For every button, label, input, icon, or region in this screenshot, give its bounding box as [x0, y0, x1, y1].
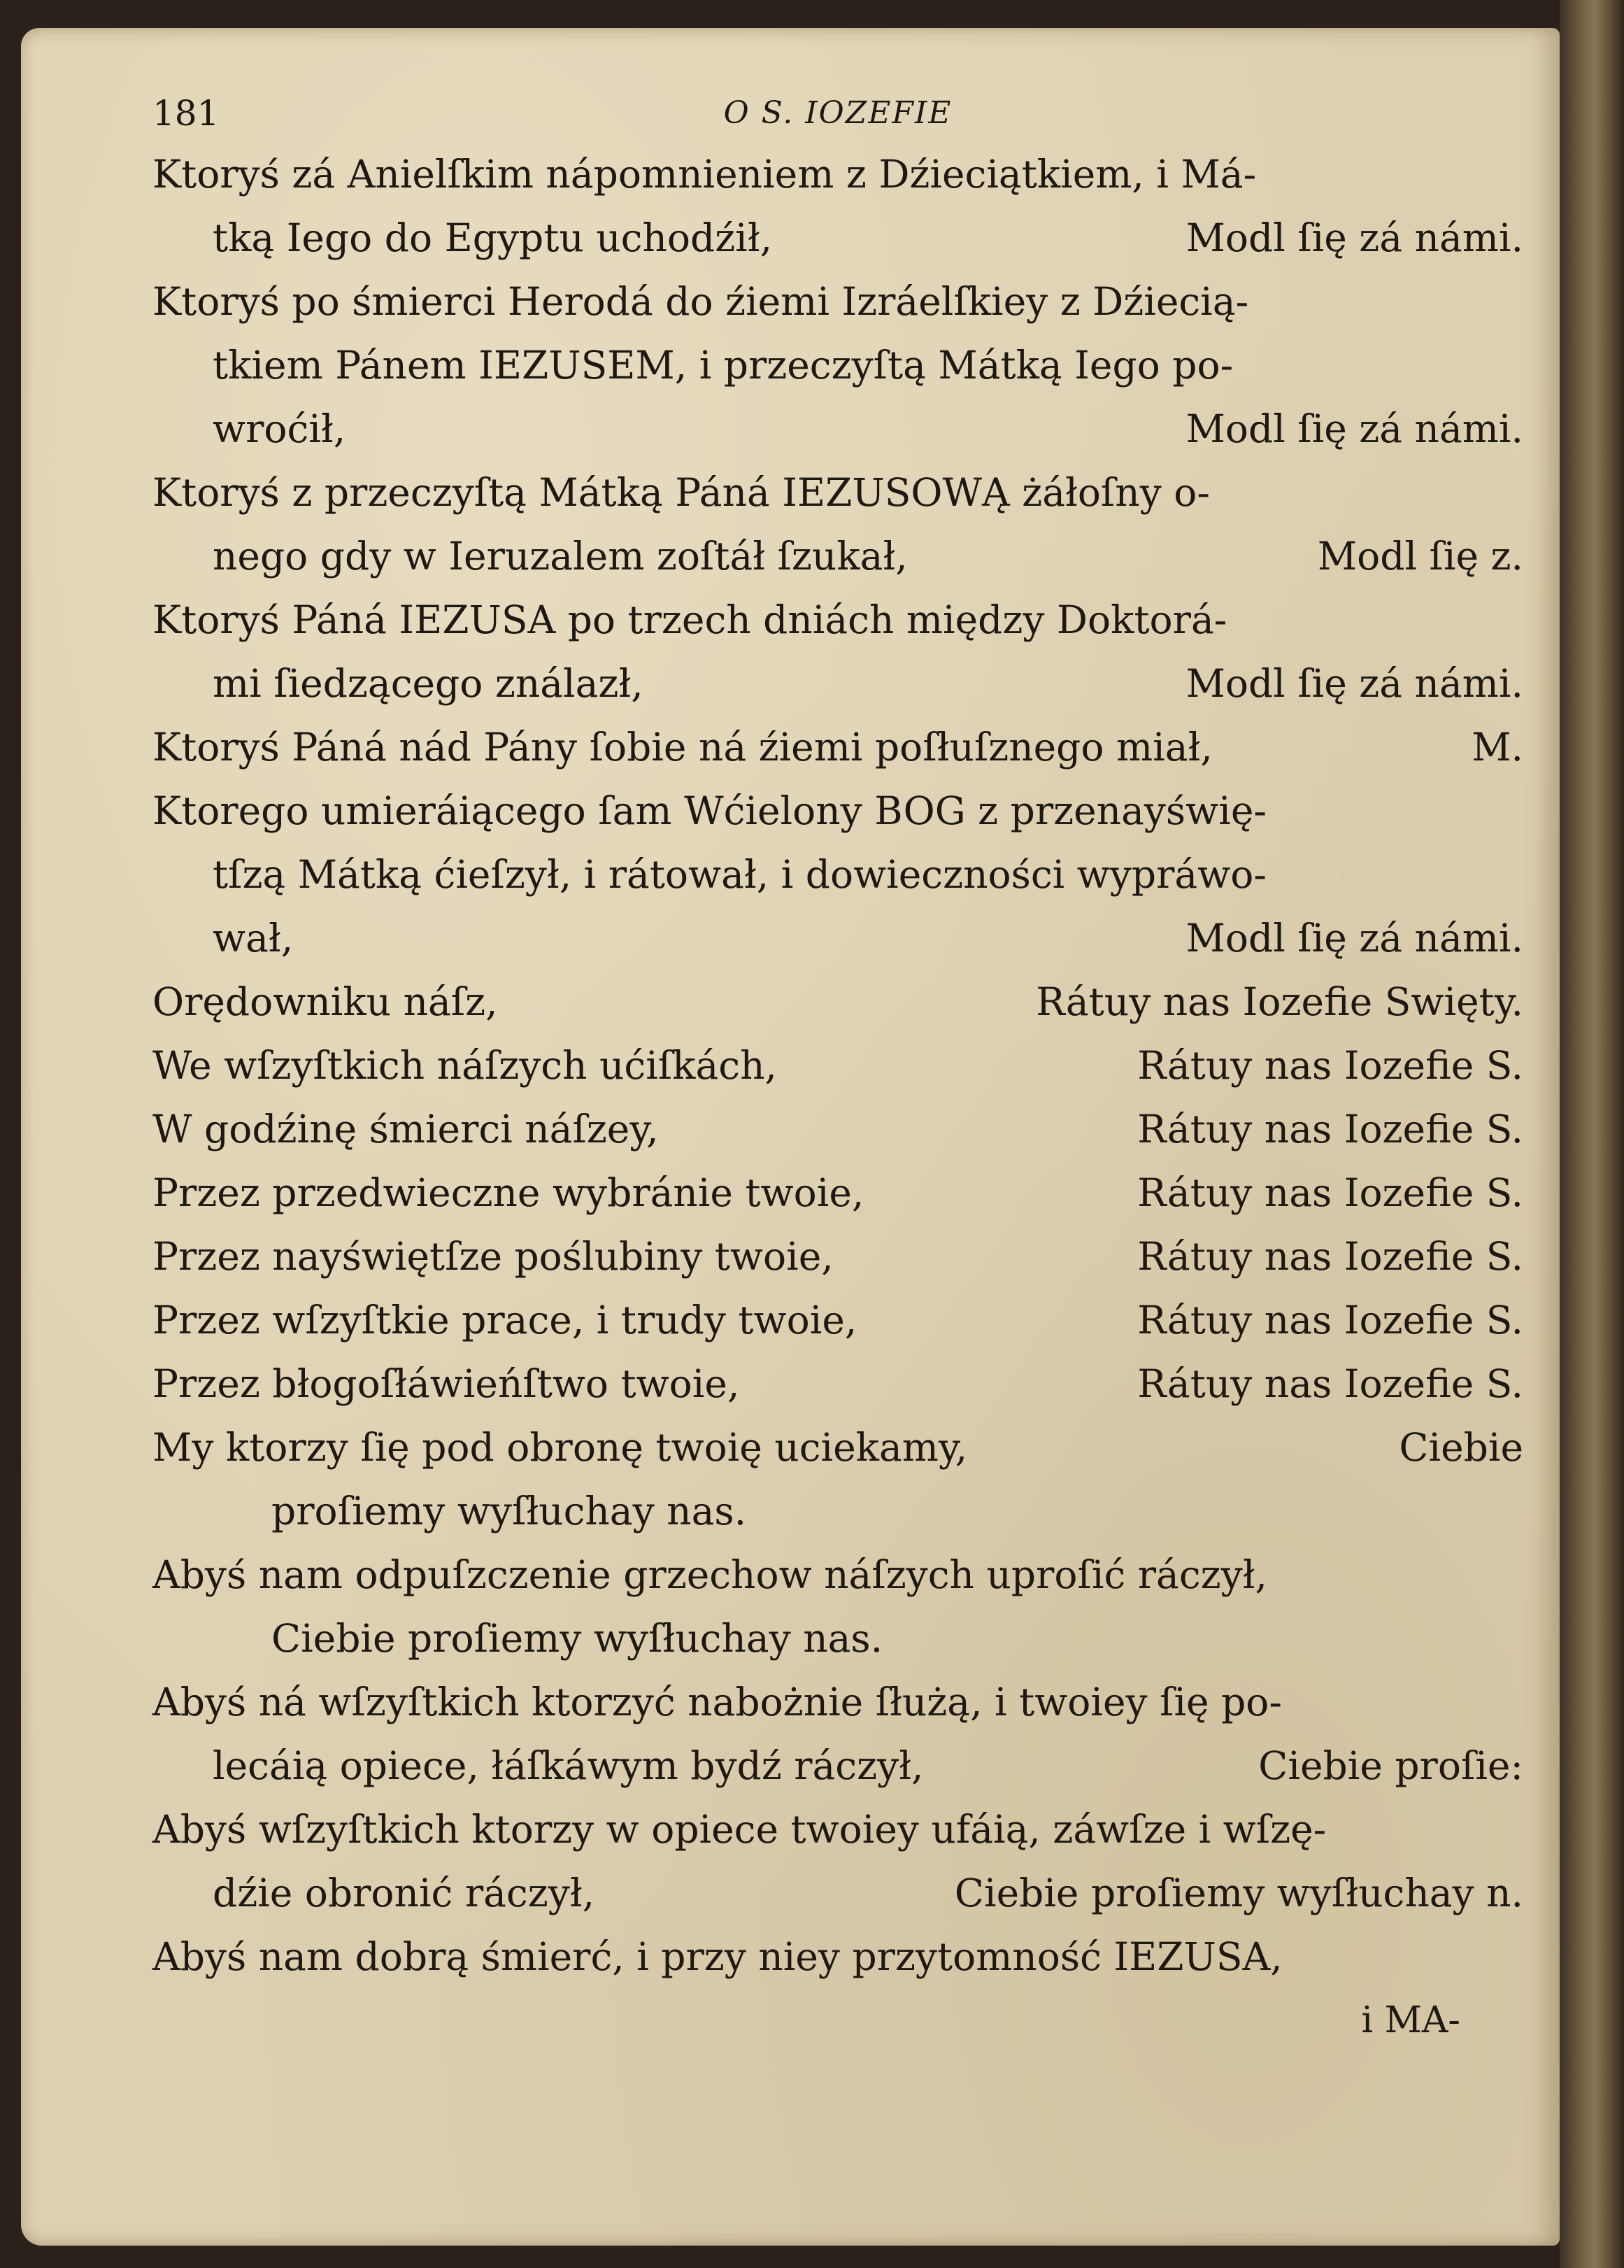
text-line-11 [152, 779, 1523, 843]
page-number: 181 [152, 93, 220, 134]
line-text: We wſzyſtkich náſzych ućiſkách, [152, 1043, 777, 1088]
line-text: W godźinę śmierci náſzey, [152, 1107, 659, 1151]
line-response: Rátuy nas Iozefie S. [1137, 1043, 1523, 1088]
line-text: Przez wſzyſtkie prace, i trudy twoie, [152, 1298, 857, 1342]
line-text: My ktorzy ſię pod obronę twoię uciekamy, [152, 1425, 968, 1470]
text-line-19 [152, 1289, 1523, 1352]
line-text: wroćił, [213, 406, 346, 451]
text-line-29 [152, 1925, 1523, 1989]
text-line-16 [152, 1098, 1523, 1161]
text-line-24 [152, 1607, 1523, 1671]
page-text [152, 84, 1523, 2053]
line-text: Ktoryś z przeczyſtą Mátką Páná IEZUSOWĄ żáłoſny o- [152, 470, 1210, 515]
text-line-15 [152, 1034, 1523, 1098]
text-line-17 [152, 1161, 1523, 1225]
line-text: Abyś nam odpuſzczenie grzechow náſzych uproſić ráczył, [152, 1552, 1267, 1597]
catchword-line [152, 1989, 1523, 2053]
text-line-4 [152, 334, 1523, 397]
line-text: Ktoryś Páná IEZUSA po trzech dniách między Doktorá- [152, 597, 1227, 642]
text-line-3 [152, 270, 1523, 334]
line-text: tką Iego do Egyptu uchodźił, [213, 215, 773, 260]
text-line-12 [152, 843, 1523, 907]
line-text: Abyś wſzyſtkich ktorzy w opiece twoiey ufáią, záwſze i wſzę- [152, 1807, 1327, 1852]
text-line-25 [152, 1671, 1523, 1734]
line-response: Rátuy nas Iozefie S. [1137, 1298, 1523, 1342]
line-text: Przez błogoſłáwieńſtwo twoie, [152, 1361, 740, 1406]
line-text: Przez nayświętſze poślubiny twoie, [152, 1234, 834, 1279]
text-line-23 [152, 1543, 1523, 1607]
line-response: Ciebie [1399, 1425, 1523, 1470]
line-text: Ktoryś Páná nád Pány ſobie ná źiemi poſłuſznego miał, [152, 725, 1213, 770]
line-text: wał, [213, 916, 294, 961]
book-gutter [1560, 0, 1624, 2268]
line-text: tſzą Mátką ćieſzył, i rátował, i dowieczności wypráwo- [213, 852, 1267, 897]
line-text: Abyś ná wſzyſtkich ktorzyć nabożnie ſłużą, i twoiey ſię po- [152, 1680, 1282, 1724]
text-line-2 [152, 206, 1523, 270]
text-line-6 [152, 461, 1523, 525]
line-text: Ktoryś zá Anielſkim nápomnieniem z Dźieciątkiem, i Má- [152, 152, 1257, 197]
text-line-14 [152, 970, 1523, 1034]
text-line-28 [152, 1862, 1523, 1925]
line-text: tkiem Pánem IEZUSEM, i przeczyſtą Mátką Iego po- [213, 343, 1234, 388]
text-line-21 [152, 1416, 1523, 1480]
line-response: Modl ſię z. [1317, 534, 1523, 579]
line-text: Orędowniku náſz, [152, 979, 498, 1024]
text-line-18 [152, 1225, 1523, 1289]
catchword: i MA- [1361, 1999, 1460, 2041]
line-response: Ciebie proſiemy wyſłuchay n. [954, 1871, 1523, 1915]
line-response: Rátuy nas Iozefie S. [1137, 1107, 1523, 1151]
text-line-13 [152, 907, 1523, 970]
text-line-20 [152, 1352, 1523, 1416]
line-response: Rátuy nas Iozefie S. [1137, 1361, 1523, 1406]
line-text: Ktoryś po śmierci Herodá do źiemi Izráelſkiey z Dźiecią- [152, 279, 1249, 324]
text-line-10 [152, 716, 1523, 779]
line-text: lecáią opiece, łáſkáwym bydź ráczył, [213, 1743, 924, 1788]
text-line-5 [152, 397, 1523, 461]
line-text: dźie obronić ráczył, [213, 1871, 595, 1915]
text-line-7 [152, 525, 1523, 588]
text-line-27 [152, 1798, 1523, 1862]
line-response: Modl ſię zá námi. [1185, 916, 1523, 961]
line-response: Modl ſię zá námi. [1185, 661, 1523, 706]
line-text: Abyś nam dobrą śmierć, i przy niey przytomność IEZUSA, [152, 1934, 1283, 1979]
line-text: proſiemy wyſłuchay nas. [271, 1489, 747, 1533]
text-line-22 [152, 1480, 1523, 1543]
line-text: mi ſiedzącego ználazł, [213, 661, 643, 706]
line-text: Ciebie proſiemy wyſłuchay nas. [271, 1616, 883, 1661]
line-text: Przez przedwieczne wybránie twoie, [152, 1170, 864, 1215]
line-text: nego gdy w Ieruzalem zoſtáł ſzukał, [213, 534, 908, 579]
text-line-9 [152, 652, 1523, 716]
line-response: Rátuy nas Iozefie Swięty. [1036, 979, 1523, 1024]
text-line-26 [152, 1734, 1523, 1798]
line-response: Modl ſię zá námi. [1185, 406, 1523, 451]
line-response: Rátuy nas Iozefie S. [1137, 1234, 1523, 1279]
line-response: Modl ſię zá námi. [1185, 215, 1523, 260]
line-text: Ktorego umieráiącego ſam Wćielony BOG z przenayświę- [152, 788, 1267, 833]
running-title: O S. IOZEFIE [723, 95, 953, 131]
text-line-1 [152, 143, 1523, 206]
line-response: M. [1472, 725, 1523, 770]
line-response: Ciebie proſie: [1258, 1743, 1523, 1788]
text-line-8 [152, 588, 1523, 652]
line-response: Rátuy nas Iozefie S. [1137, 1170, 1523, 1215]
page-header [152, 84, 1523, 143]
